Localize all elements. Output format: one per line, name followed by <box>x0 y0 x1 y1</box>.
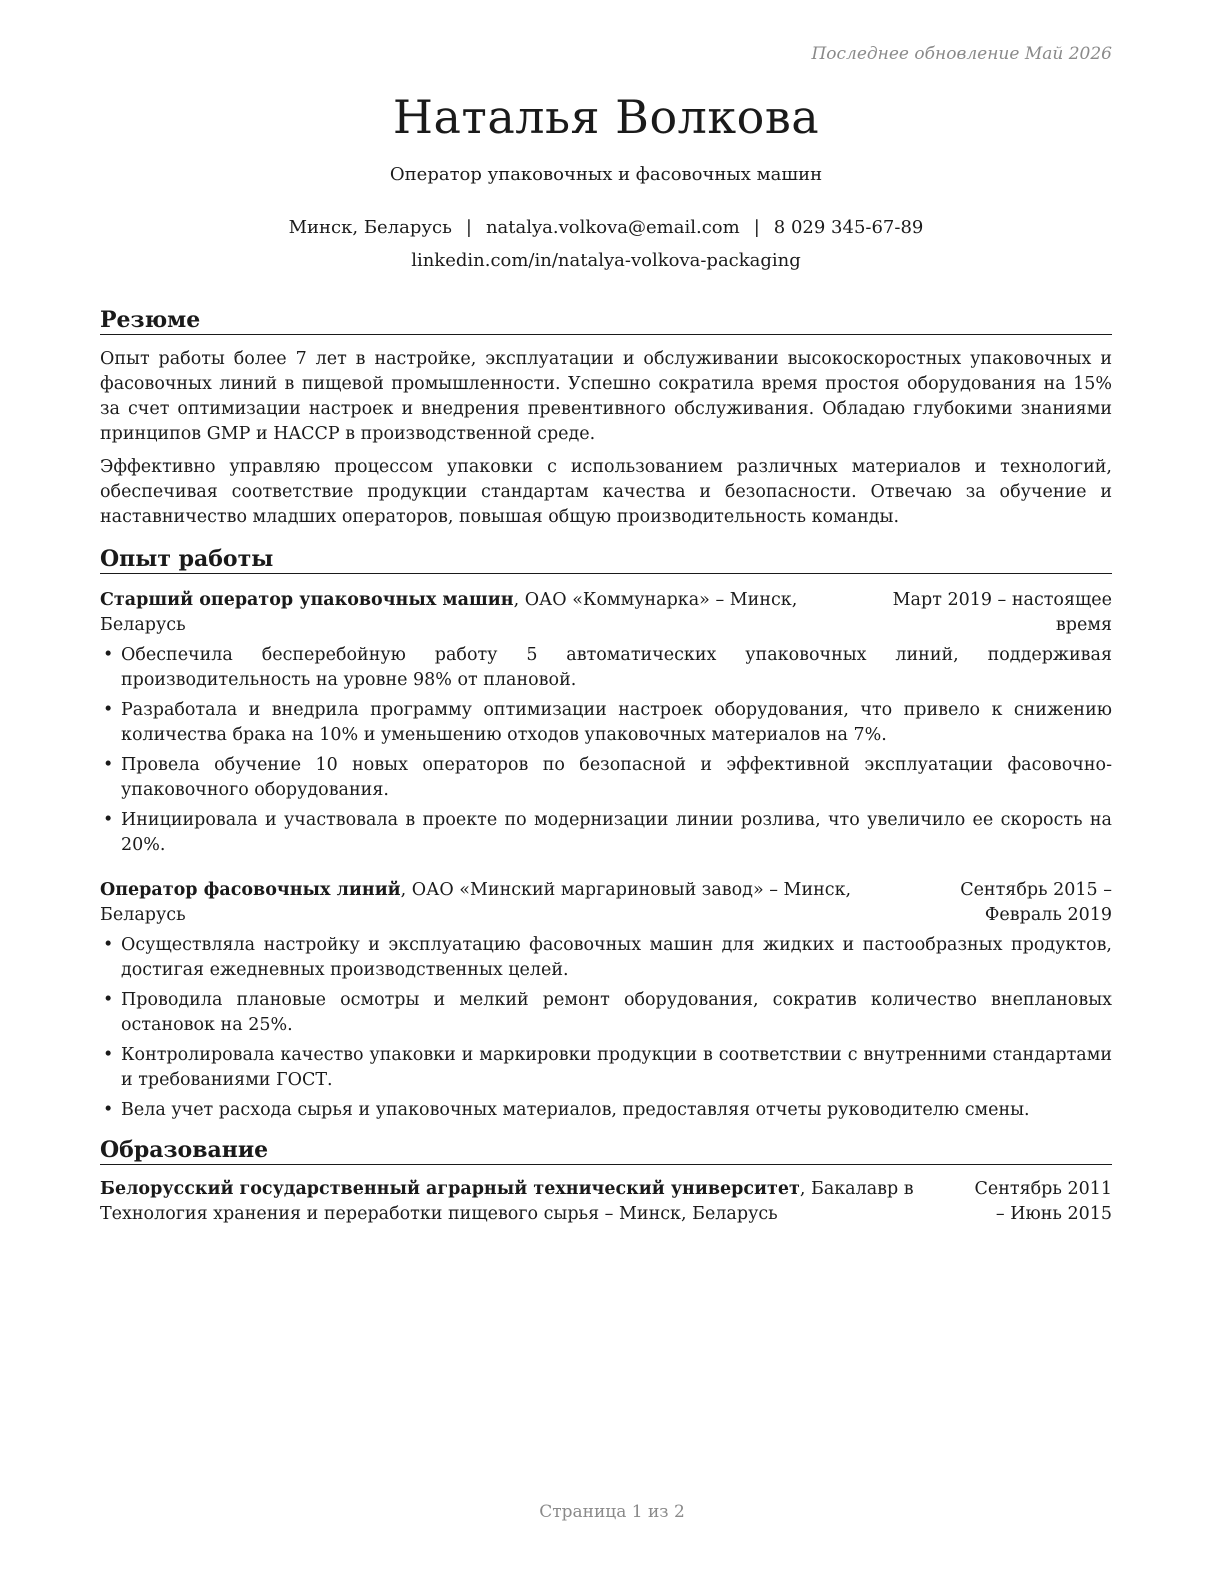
job-title-line <box>100 878 880 928</box>
job-bullet: • Осуществляла настройку и эксплуатацию фасовочных машин для жидких и пастообразных продуктов, достигая ежедневных производственных целей. <box>100 933 1112 983</box>
job-bullet: • Обеспечила бесперебойную работу 5 автоматических упаковочных линий, поддерживая производительность на уровне 98% от плановой. <box>100 643 1112 693</box>
job-bullet: • Провела обучение 10 новых операторов по безопасной и эффективной эксплуатации фасовочно-упаковочного оборудования. <box>100 753 1112 803</box>
section-title-education: Образование <box>100 1137 1112 1165</box>
job-entry <box>100 878 1112 1123</box>
job-bullet: • Проводила плановые осмотры и мелкий ремонт оборудования, сократив количество внеплановых остановок на 25%. <box>100 988 1112 1038</box>
job-entry <box>100 588 1112 858</box>
experience-section <box>100 546 1112 1123</box>
contact-linkedin[interactable]: linkedin.com/in/natalya-volkova-packaging <box>411 250 801 271</box>
job-dates: Сентябрь 2015 – Февраль 2019 <box>960 880 1112 925</box>
job-bullets <box>100 933 1112 1123</box>
job-bullets <box>100 643 1112 858</box>
education-section <box>100 1137 1112 1227</box>
last-updated: Последнее обновление Май 2026 <box>811 44 1112 64</box>
education-details: , Бакалавр в Технология хранения и переработки пищевого сырья – Минск, Беларусь <box>100 1179 914 1224</box>
job-bullet: • Контролировала качество упаковки и маркировки продукции в соответствии с внутренними стандартами и требованиями ГОСТ. <box>100 1043 1112 1093</box>
job-bullet: • Вела учет расхода сырья и упаковочных материалов, предоставляя отчеты руководителю смены. <box>100 1098 1112 1123</box>
job-company-location: , ОАО «Коммунарка» – Минск, Беларусь <box>100 590 798 635</box>
contact-info <box>100 211 1112 277</box>
contact-line-2 <box>100 244 1112 277</box>
job-position: Оператор фасовочных линий <box>100 880 401 900</box>
job-title-line <box>100 588 880 638</box>
education-institution: Белорусский государственный аграрный технический университет <box>100 1179 800 1199</box>
job-header <box>100 588 1112 638</box>
job-header <box>100 878 1112 928</box>
job-position: Старший оператор упаковочных машин <box>100 590 514 610</box>
page-number: Страница 1 из 2 <box>539 1502 685 1522</box>
candidate-headline: Оператор упаковочных и фасовочных машин <box>389 164 823 185</box>
contact-separator: | <box>465 217 472 238</box>
job-bullet: • Инициировала и участвовала в проекте по модернизации линии розлива, что увеличило ее скорость на 20%. <box>100 808 1112 858</box>
summary-paragraph: Эффективно управляю процессом упаковки с использованием различных материалов и технологий, обеспечивая соответствие продукции стандартам качества и безопасности. Отвечаю за обучение и наставничество младших операторов, повышая общую производительность команды. <box>100 457 1112 527</box>
resume-content <box>100 84 1112 1227</box>
section-title-summary: Резюме <box>100 307 1112 335</box>
summary-paragraph: Опыт работы более 7 лет в настройке, эксплуатации и обслуживании высокоскоростных упаковочных и фасовочных линий в пищевой промышленности. Успешно сократила время простоя оборудования на 15% за счет оптимизации настроек и внедрения превентивного обслуживания. Обладаю глубокими знаниями принципов GMP и HACCP в производственной среде. <box>100 349 1112 444</box>
contact-separator: | <box>753 217 760 238</box>
job-bullet: • Разработала и внедрила программу оптимизации настроек оборудования, что привело к снижению количества брака на 10% и уменьшению отходов упаковочных материалов на 7%. <box>100 698 1112 748</box>
section-title-experience: Опыт работы <box>100 546 1112 574</box>
education-header <box>100 1177 1112 1227</box>
education-entry <box>100 1177 1112 1227</box>
job-dates: Март 2019 – настоящее время <box>892 590 1112 635</box>
job-company-location: , ОАО «Минский маргариновый завод» – Минск, Беларусь <box>100 880 852 925</box>
contact-email[interactable]: natalya.volkova@email.com <box>485 217 740 238</box>
education-title-line <box>100 1177 962 1227</box>
contact-line-1 <box>100 211 1112 244</box>
summary-section <box>100 307 1112 530</box>
contact-location: Минск, Беларусь <box>288 217 452 238</box>
education-dates: Сентябрь 2011 – Июнь 2015 <box>974 1179 1112 1224</box>
contact-phone: 8 029 345-67-89 <box>773 217 924 238</box>
candidate-name: Наталья Волкова <box>392 90 820 144</box>
